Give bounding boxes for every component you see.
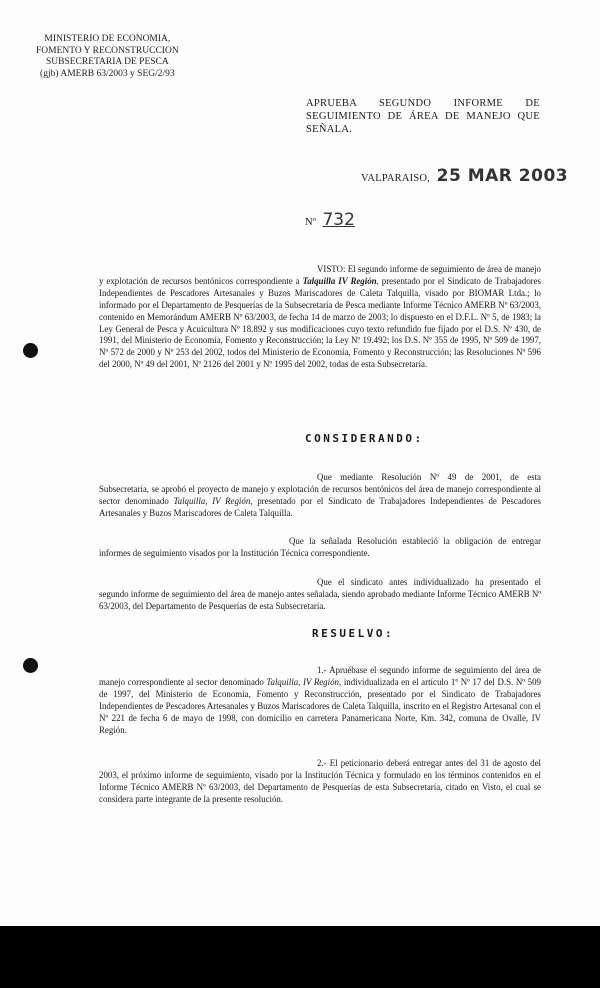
considerando-paragraph-3: Que el sindicato antes individualizado ha presentado el segundo informe de seguimiento del área de manejo antes señalada, siendo aprobado mediante Informe Técnico AMERB Nº 63/2003, del Departamento de Pesquerías de esta Subsecretaría. [99, 577, 542, 611]
resuelvo-paragraph-1 [99, 665, 541, 736]
ministry-line-4: (gjb) AMERB 63/2003 y SEG/2/93 [40, 68, 175, 79]
resolution-number-prefix: Nº [305, 217, 316, 228]
considerando-heading: CONSIDERANDO: [305, 432, 424, 445]
visto-paragraph [99, 264, 541, 371]
dateline-date-stamp: 25 MAR 2003 [436, 166, 569, 186]
ministry-line-1: MINISTERIO DE ECONOMIA, [44, 34, 171, 44]
resuelvo-heading: RESUELVO: [312, 627, 395, 640]
visto-place: Talquilla IV Región [302, 275, 377, 286]
visto-text-2: , presentado por el Sindicato de Trabajadores Independientes de Pescadores Artesanales y Buzos Mariscadores de Caleta Talquilla, visado por [99, 275, 542, 298]
visto-text-3: ; lo informado por el Departamento de Pesquerías de la Subsecretaría de Pesca mediante Informe Técnico AMERB Nº 63/2003, contenido en Memorándum AMERB Nº 63/2003, de fecha 14 de marzo de 2003; lo dispuesto en el D.F.L. Nº 5, de 1983; la Ley General de Pesca y Acuicultura Nº 18.892 y sus modificaciones cuyo texto refundido fue fijado por el D.S. Nº 430, de 1991, del Ministerio de Economía, Fomento y Reconstrucción; la Ley Nº 19.492; los D.S. Nº 355 de 1995, Nº 509 de 1997, Nº 572 de 2000 y Nº 253 del 2002, todos del Ministerio de Economía, Fomento y Reconstrucción; las Resoluciones Nº 596 del 2000, Nº 49 del 2001, Nº 2126 del 2001 y Nº 1995 del 2002, todas de esta Subsecretaría. [99, 287, 541, 370]
binder-hole-top [23, 343, 38, 358]
visto-visado: BIOMAR Ltda. [468, 287, 528, 298]
resuelvo-p1-text-1: 1.- Apruébase el segundo informe de seguimiento del área de manejo correspondiente al sector denominado [99, 665, 541, 687]
visto-text-1: El segundo informe de seguimiento de área de manejo y explotación de recursos bentónicos correspondiente a [99, 264, 541, 286]
ministry-letterhead [36, 34, 179, 80]
considerando-p1-text-2: , presentado por el Sindicato de Trabajadores Independientes de Pescadores Artesanales y Buzos Mariscadores de Caleta Talquilla. [99, 495, 541, 518]
dateline-city: VALPARAISO, [361, 173, 431, 184]
considerando-paragraph-1 [99, 472, 541, 520]
considerando-p1-text-1: Que mediante Resolución Nº 49 de 2001, de esta Subsecretaría, se aprobó el proyecto de manejo y explotación de recursos bentónicos del área de manejo correspondiente al sector denominado [99, 472, 541, 506]
resuelvo-p1-place: Talquilla, IV Región [266, 676, 339, 687]
resolution-number [305, 210, 355, 230]
ministry-line-3: SUBSECRETARIA DE PESCA [45, 57, 169, 67]
resolution-subject: APRUEBA SEGUNDO INFORME DE SEGUIMIENTO DE ÁREA DE MANEJO QUE SEÑALA. [306, 98, 540, 135]
scan-dark-border [0, 926, 600, 988]
visto-label: VISTO: [317, 264, 346, 274]
ministry-line-2: FOMENTO Y RECONSTRUCCION [36, 45, 179, 56]
binder-hole-bottom [23, 658, 38, 673]
resuelvo-paragraph-2: 2.- El peticionario deberá entregar antes del 31 de agosto del 2003, el próximo informe de seguimiento, visado por la Institución Técnica y formulado en los términos contenidos en el Informe Técnico AMERB Nº 63/2003, del Departamento de Pesquerías de esta Subsecretaría, citado en Visto, el cual se considera parte integrante de la presente resolución. [99, 758, 541, 804]
resuelvo-p1-text-2: , individualizada en el artículo 1º Nº 17 del D.S. Nº 509 de 1997, del Ministerio de Economía, Fomento y Reconstrucción, presentado por el Sindicato de Trabajadores Independientes de Pescadores Artesanales y Buzos Mariscadores de Caleta Talquilla, inscrito en el Registro Artesanal con el Nº 221 de fecha 6 de mayo de 1998, con domicilio en carretera Panamericana Norte, Km. 342, comuna de Ovalle, IV Región. [99, 676, 541, 735]
resolution-number-value: 732 [322, 210, 355, 230]
dateline [361, 166, 568, 186]
considerando-paragraph-2: Que la señalada Resolución estableció la obligación de entregar informes de seguimiento visados por la Institución Técnica correspondiente. [99, 536, 541, 558]
considerando-p1-place: Talquilla, IV Región [173, 495, 251, 506]
